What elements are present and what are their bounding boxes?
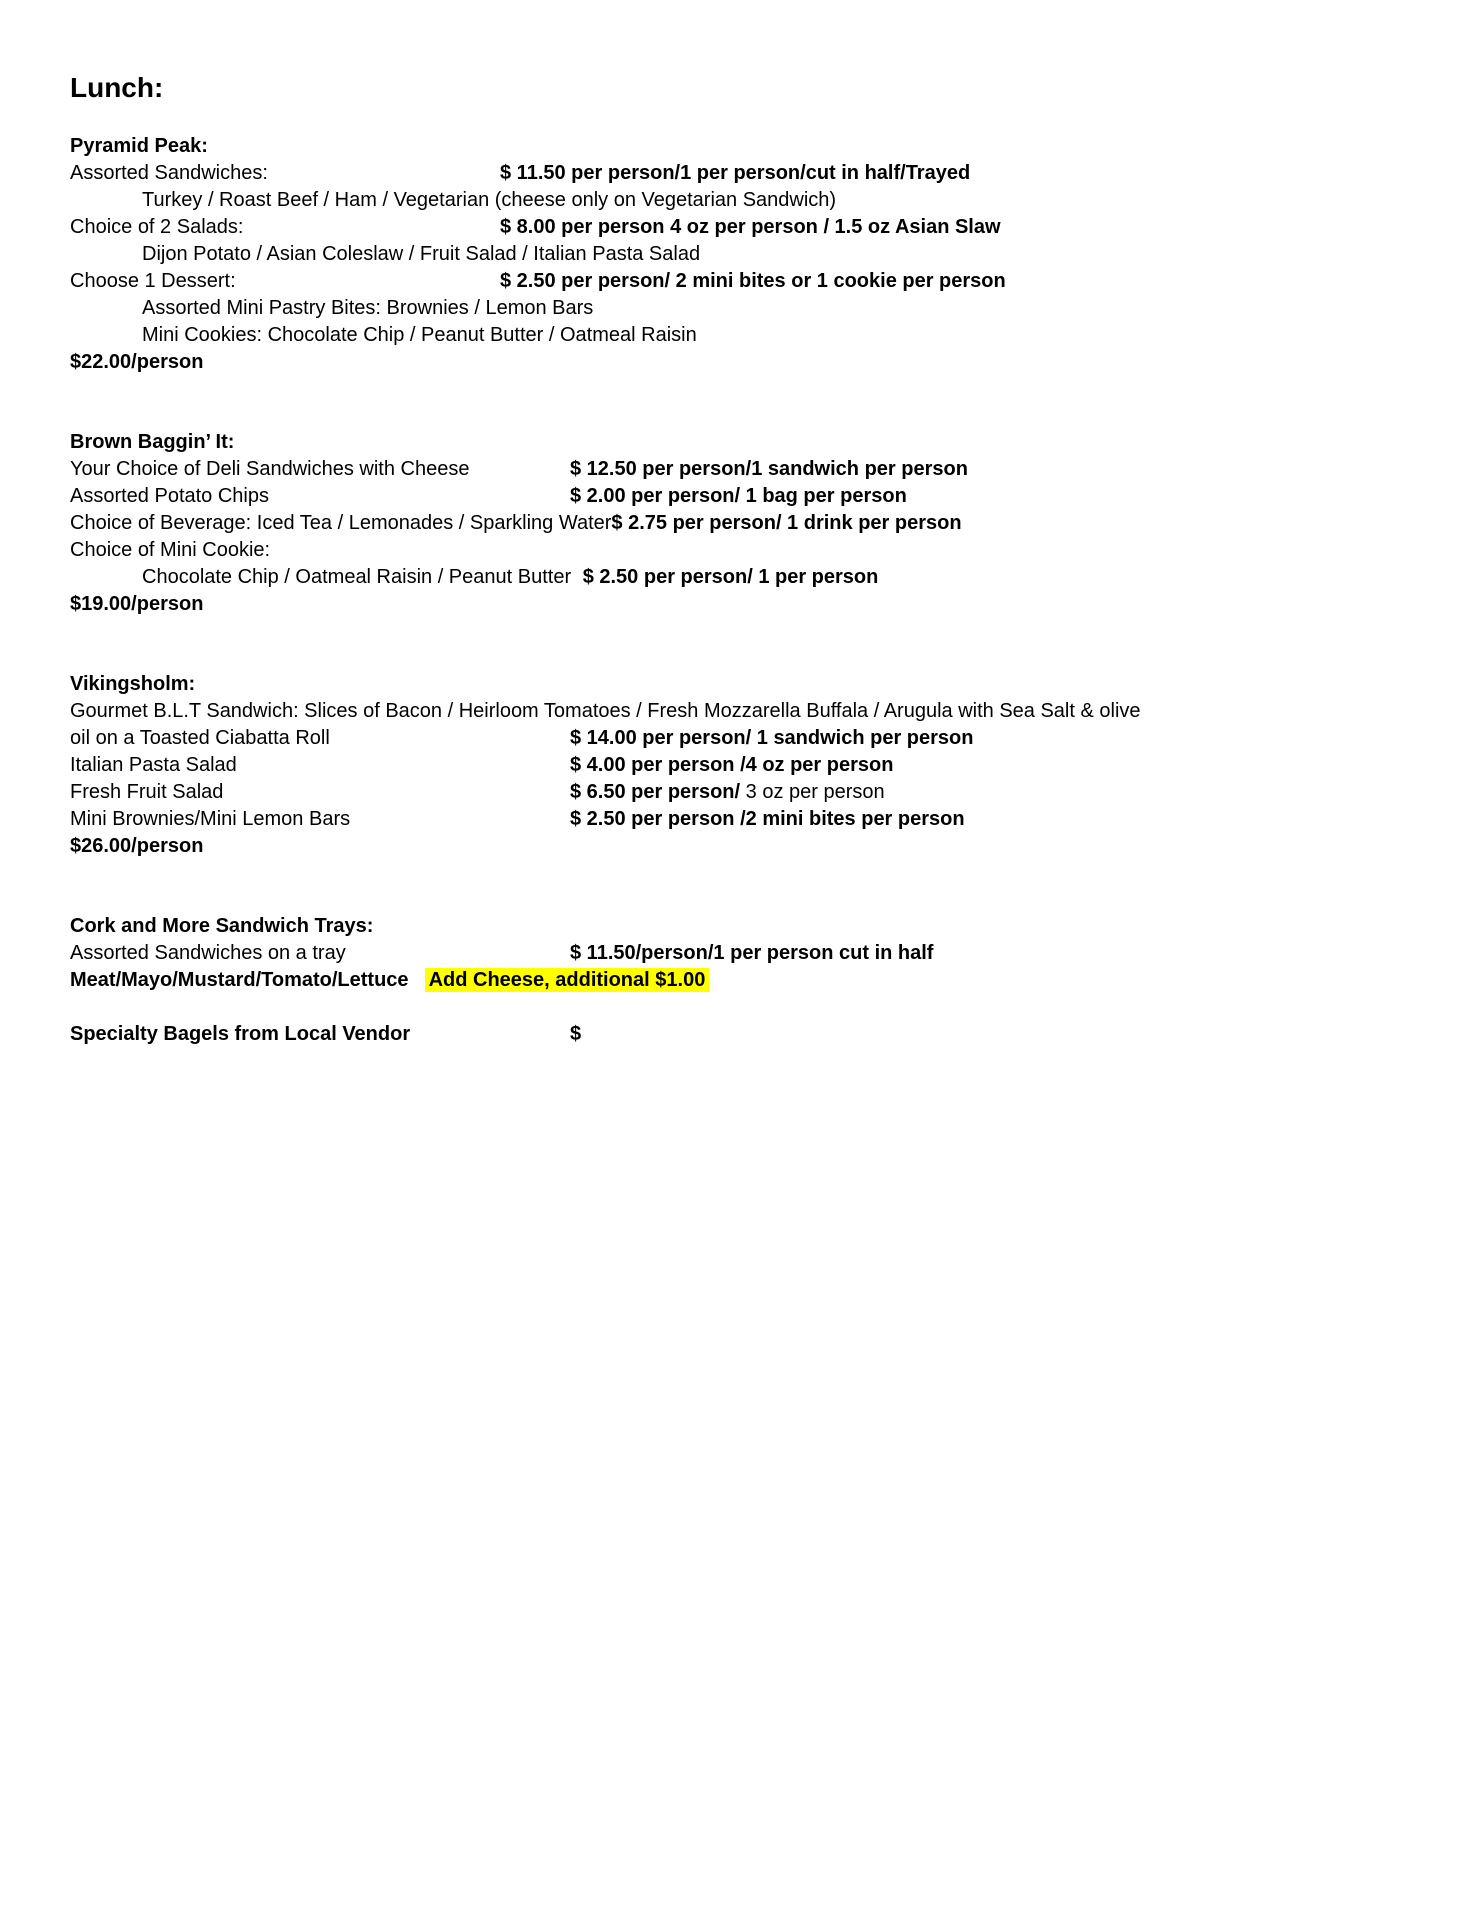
item-price: $ 4.00 per person /4 oz per person <box>570 754 894 776</box>
item-text: Italian Pasta Salad <box>70 754 237 776</box>
item-price: $ 11.50 per person/1 per person/cut in half/Trayed <box>500 162 971 184</box>
item-text: Specialty Bagels from Local Vendor <box>70 1023 411 1045</box>
menu-line <box>70 752 1424 779</box>
item-text: Assorted Mini Pastry Bites: Brownies / Lemon Bars <box>142 297 594 319</box>
item-text: Dijon Potato / Asian Coleslaw / Fruit Salad / Italian Pasta Salad <box>142 243 701 265</box>
menu-line <box>70 268 1424 295</box>
item-text: Mini Brownies/Mini Lemon Bars <box>70 808 351 830</box>
menu-line <box>70 967 1424 994</box>
menu-line <box>70 322 1424 349</box>
item-price: $ 14.00 per person/ 1 sandwich per person <box>570 727 974 749</box>
section-heading: Vikingsholm: <box>70 673 196 695</box>
item-price: $ 12.50 per person/1 sandwich per person <box>570 458 968 480</box>
item-text: Assorted Sandwiches on a tray <box>70 942 346 964</box>
item-text: Choice of Beverage: Iced Tea / Lemonades / Sparkling Water <box>70 512 612 534</box>
menu-line <box>70 725 1424 752</box>
item-text: Chocolate Chip / Oatmeal Raisin / Peanut Butter <box>142 566 572 588</box>
item-price: $ 11.50/person/1 per person cut in half <box>570 942 934 964</box>
item-price: $ <box>570 1023 582 1045</box>
item-text: Assorted Potato Chips <box>70 485 269 507</box>
menu-line <box>70 1021 1424 1048</box>
item-price: $ 2.50 per person /2 mini bites per person <box>570 808 965 830</box>
menu-line <box>70 187 1424 214</box>
section-heading: Cork and More Sandwich Trays: <box>70 915 374 937</box>
item-price: $ 2.75 per person/ 1 drink per person <box>611 512 962 534</box>
menu-line <box>70 456 1424 483</box>
item-text: Fresh Fruit Salad <box>70 781 224 803</box>
menu-line <box>70 564 1424 591</box>
menu-line <box>70 295 1424 322</box>
item-text: Mini Cookies: Chocolate Chip / Peanut Butter / Oatmeal Raisin <box>142 324 697 346</box>
item-price: $ 2.00 per person/ 1 bag per person <box>570 485 907 507</box>
section-heading: Brown Baggin’ It: <box>70 431 235 453</box>
menu-section-pyramid-peak <box>70 133 1424 376</box>
blank-line <box>70 994 1424 1021</box>
section-total-price: $22.00/person <box>70 351 204 373</box>
menu-section-vikingsholm <box>70 671 1424 860</box>
item-text: Assorted Sandwiches: <box>70 162 268 184</box>
item-text: Turkey / Roast Beef / Ham / Vegetarian (cheese only on Vegetarian Sandwich) <box>142 189 837 211</box>
item-text: Choose 1 Dessert: <box>70 270 236 292</box>
menu-line <box>70 510 1424 537</box>
item-text: Meat/Mayo/Mustard/Tomato/Lettuce <box>70 969 409 991</box>
menu-line <box>70 483 1424 510</box>
item-text: oil on a Toasted Ciabatta Roll <box>70 727 330 749</box>
menu-line <box>70 779 1424 806</box>
menu-line <box>70 241 1424 268</box>
item-text: Choice of 2 Salads: <box>70 216 244 238</box>
section-total-price: $26.00/person <box>70 835 204 857</box>
item-price-regular-part: 3 oz per person <box>745 781 885 803</box>
item-text: Your Choice of Deli Sandwiches with Cheese <box>70 458 470 480</box>
item-text: Choice of Mini Cookie: <box>70 539 271 561</box>
page-title: Lunch: <box>70 72 164 103</box>
item-price: $ 8.00 per person 4 oz per person / 1.5 oz Asian Slaw <box>500 216 1001 238</box>
item-price-bold-part: $ 6.50 per person/ <box>570 781 741 803</box>
menu-line <box>70 214 1424 241</box>
menu-section-brown-baggin-it <box>70 429 1424 618</box>
menu-line <box>70 537 1424 564</box>
menu-line <box>70 806 1424 833</box>
item-price: $ 2.50 per person/ 1 per person <box>582 566 879 588</box>
item-text: Gourmet B.L.T Sandwich: Slices of Bacon / Heirloom Tomatoes / Fresh Mozzarella Buffala / Arugula with Sea Salt & olive <box>70 700 1141 722</box>
highlighted-note: Add Cheese, additional $1.00 <box>425 968 710 992</box>
menu-line <box>70 160 1424 187</box>
item-price <box>570 779 885 806</box>
section-heading: Pyramid Peak: <box>70 135 208 157</box>
section-total-price: $19.00/person <box>70 593 204 615</box>
menu-line <box>70 698 1424 725</box>
menu-line <box>70 940 1424 967</box>
item-price: $ 2.50 per person/ 2 mini bites or 1 cookie per person <box>500 270 1006 292</box>
menu-section-specialty-bagels <box>70 1021 1424 1048</box>
menu-section-cork-and-more <box>70 913 1424 994</box>
